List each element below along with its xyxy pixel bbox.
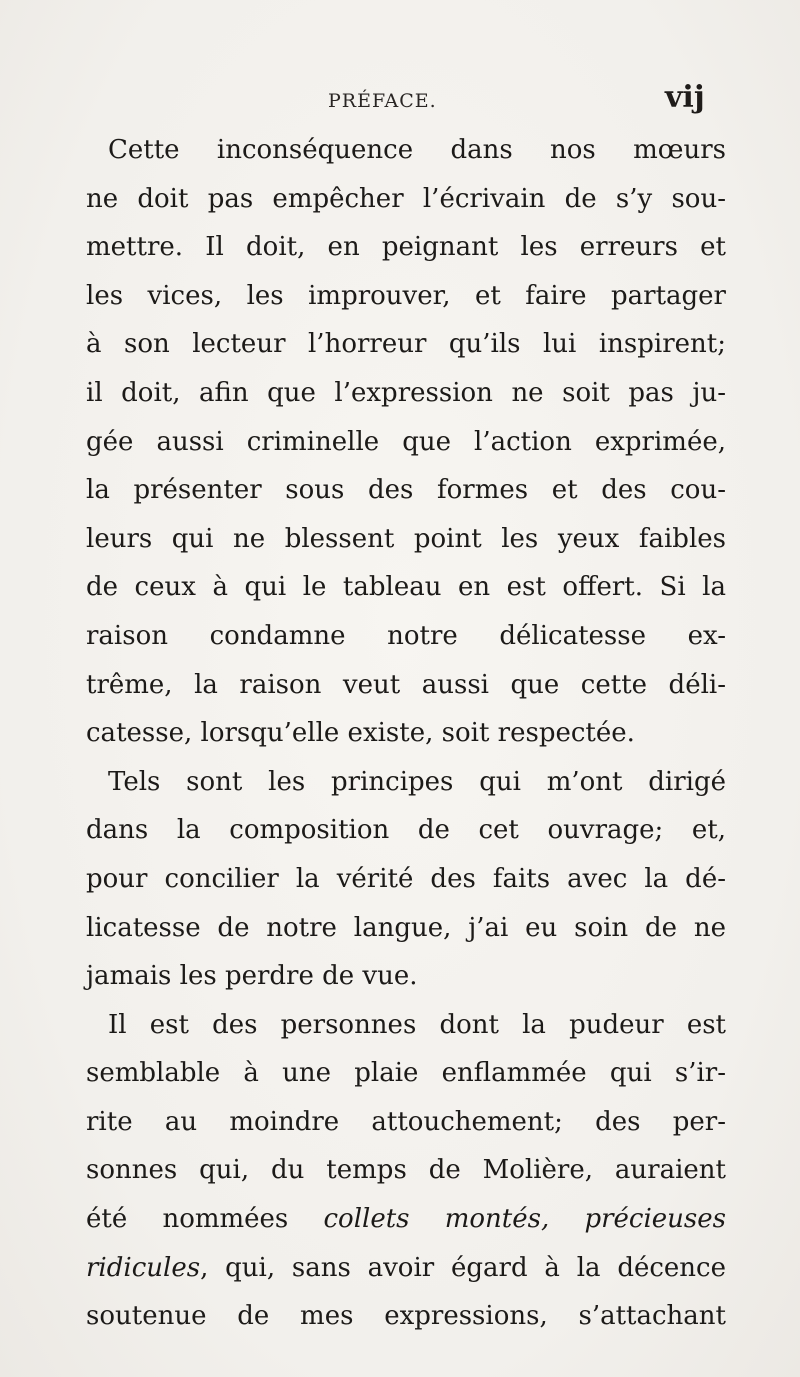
text-line: rite au moindre attouchement; des per- xyxy=(86,1106,726,1137)
text-line: sonnes qui, du temps de Molière, auraient xyxy=(86,1155,726,1186)
text-line: les vices, les improuver, et faire partager xyxy=(86,280,726,311)
text-line: soutenue de mes expressions, s’attachant xyxy=(86,1301,726,1332)
text-line xyxy=(86,1244,726,1293)
text-line: Tels sont les principes qui m’ont dirigé xyxy=(108,766,726,797)
italic-title: collets montés, précieuses xyxy=(323,1204,727,1235)
text-line: jamais les perdre de vue. xyxy=(86,961,418,992)
text-line: semblable à une plaie enflammée qui s’ir- xyxy=(86,1058,726,1089)
text-line: Cette inconséquence dans nos mœurs xyxy=(108,135,726,165)
text-segment: été nommées xyxy=(86,1204,324,1235)
italic-title: ridicules xyxy=(86,1252,201,1283)
text-line: raison condamne notre délicatesse ex- xyxy=(86,620,726,651)
text-line: de ceux à qui le tableau en est offert. Si la xyxy=(86,572,726,603)
running-title: PRÉFACE. xyxy=(328,90,437,112)
text-line: mettre. Il doit, en peignant les erreurs et xyxy=(86,232,726,263)
text-line: ne doit pas empêcher l’écrivain de s’y sou- xyxy=(86,183,726,214)
text-line: gée aussi criminelle que l’action exprimée, xyxy=(86,426,726,457)
body-text xyxy=(86,126,726,1341)
text-line: catesse, lorsqu’elle existe, soit respectée. xyxy=(86,718,635,749)
text-line: il doit, afin que l’expression ne soit pas ju- xyxy=(86,377,726,408)
text-line: dans la composition de cet ouvrage; et, xyxy=(86,815,726,846)
text-line: pour concilier la vérité des faits avec la dé- xyxy=(86,863,726,894)
text-line: Il est des personnes dont la pudeur est xyxy=(108,1009,726,1040)
text-line: licatesse de notre langue, j’ai eu soin de ne xyxy=(86,912,726,943)
text-line: leurs qui ne blessent point les yeux faibles xyxy=(86,523,726,554)
text-line: à son lecteur l’horreur qu’ils lui inspirent; xyxy=(86,329,726,360)
text-line: la présenter sous des formes et des cou- xyxy=(86,475,726,506)
text-line xyxy=(86,1195,726,1244)
text-segment: , qui, sans avoir égard à la décence xyxy=(200,1252,726,1283)
page-number: vij xyxy=(665,80,705,115)
text-line: trême, la raison veut aussi que cette déli- xyxy=(86,669,726,700)
running-head xyxy=(0,78,800,118)
